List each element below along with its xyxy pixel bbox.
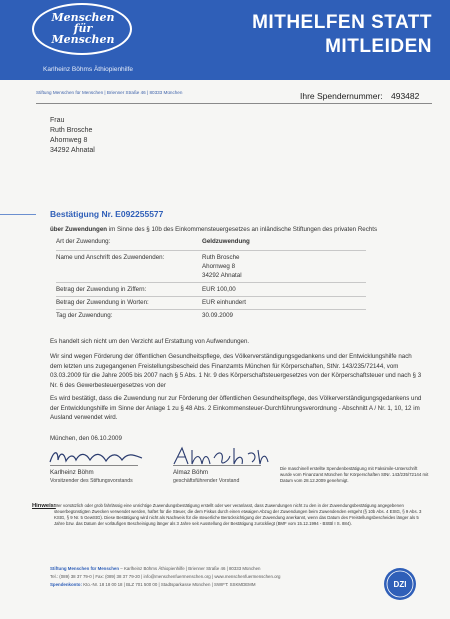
footer-account: Kto.-Nr. 18 18 00 18 | BLZ 701 500 00 | Stadtsparkasse München | SWIFT: SSKMDEMM — [83, 582, 256, 587]
org-tagline: Karlheinz Böhms Äthiopienhilfe — [43, 66, 133, 73]
spendernummer-label: Ihre Spendernummer: — [300, 91, 383, 101]
hinweis-text: Wer vorsätzlich oder grob fahrlässig eine unrichtige Zuwendungsbestätigung erstellt oder wer veranlasst, dass Zuwendungen nicht zu den in der Zuwendungsbestätigung angegebenen steuerbegünstigten Zwecken verwendet werden, haftet für die Steuer, die dem Fiskus durch einen etwaigen Abzug der Zuwendungen beim Zuwendenden entgeht (§ 10b Abs. 4 EStG, § 9 Abs. 3 KStG, § 9 Nr. 5 GewStG). Diese Bestätigung wird nicht als Nachweis für die steuerliche Berücksichtigung der Zuwendung anerkannt, wenn das Datum des Freistellungsbescheides länger als 5 Jahre bzw. das Datum der vorläufigen Bescheinigung länger als 3 Jahre seit Ausstellung der Bestätigung zurückliegt (BMF vom 15.12.1994 - BStBl I S. 884). — [54, 503, 422, 526]
field-value: 34292 Ahnatal — [202, 272, 242, 279]
subtitle-rest: im Sinne des § 10b des Einkommensteuergesetzes an inländische Stiftungen des privaten Rechts — [108, 226, 378, 233]
letterhead-banner — [0, 0, 450, 80]
signer-left-name: Karlheinz Böhm — [50, 469, 94, 476]
sender-line: Stiftung Menschen für Menschen | Brienner Straße 46 | 80333 München — [36, 90, 183, 95]
logo-line-1: Menschen — [51, 11, 115, 24]
footer-account-label: Spendenkonto: — [50, 582, 82, 587]
paragraph-verzicht: Es handelt sich nicht um den Verzicht auf Erstattung von Aufwendungen. — [50, 338, 250, 345]
confirmation-subtitle — [50, 226, 377, 233]
recipient-line: Ahornweg 8 — [50, 137, 88, 144]
field-label: Art der Zuwendung: — [56, 238, 111, 245]
footer-address: – Karlheinz Böhms Äthiopienhilfe | Brienner Straße 46 | 80333 München — [120, 566, 261, 571]
row-divider — [56, 296, 366, 297]
field-value: Ruth Brosche — [202, 254, 240, 261]
field-value: EUR einhundert — [202, 299, 247, 306]
dzi-seal-icon — [384, 568, 416, 600]
paragraph-freistellung: Wir sind wegen Förderung der öffentlichen Gesundheitspflege, des Völkerverständigungsgedankens und der Entwicklungshilfe nach dem letzten uns zugegangenen Freistellungsbescheid des Finanzamts München für Körperschaften, StNr. 143/235/72144, vom 03.03.2009 für die Jahre 2005 bis 2007 nach § 5 Abs. 1 Nr. 9 des Körperschaftsteuergesetzes von der Körperschaftsteuer und nach § 3 Nr. 6 des Gewerbesteuergesetzes von der — [50, 353, 422, 389]
recipient-line: Frau — [50, 117, 65, 124]
field-value: EUR 100,00 — [202, 286, 236, 293]
footer-line-3 — [50, 582, 390, 587]
logo-line-3: Menschen — [51, 33, 115, 46]
dzi-seal-graphic — [384, 568, 416, 600]
field-label: Name und Anschrift des Zuwendenden: — [56, 254, 165, 261]
row-divider — [56, 309, 366, 310]
confirmation-title: Bestätigung Nr. E092255577 — [50, 209, 164, 219]
spendernummer-value: 493482 — [391, 91, 420, 101]
signature-rule — [50, 465, 138, 466]
field-value: Geldzuwendung — [202, 238, 250, 245]
hinweis-label: Hinweis: — [32, 503, 56, 509]
signer-right-name: Almaz Böhm — [173, 469, 209, 476]
paragraph-verwendung: Es wird bestätigt, dass die Zuwendung nur zur Förderung der öffentlichen Gesundheitspflege, des Völkerverständigungsgedankens und der Entwicklungshilfe im Sinne der Anlage 1 zu § 48 Abs. 2 Einkommensteuer-Durchführungsverordnung - Abschnitt A / Nr. 1, 10, 12 im Ausland verwendet wird. — [50, 395, 422, 421]
signature-rule — [173, 465, 261, 466]
slogan-line-2: MITLEIDEN — [325, 36, 432, 57]
field-tag — [56, 312, 366, 323]
recipient-line: Ruth Brosche — [50, 127, 93, 134]
fold-mark — [0, 214, 36, 215]
logo-line-2: für — [73, 22, 93, 35]
footer-org: Stiftung Menschen für Menschen — [50, 566, 120, 571]
footer-line-1 — [50, 566, 390, 571]
row-divider — [56, 282, 366, 283]
footer-line-2: Tel.: (089) 38 37 79-0 | Fax: (089) 38 37 79-20 | info@menschenfuermenschen.org | www.menschenfuermenschen.org — [50, 574, 281, 579]
subtitle-bold: über Zuwendungen — [50, 226, 108, 233]
place-date: München, den 06.10.2009 — [50, 435, 122, 442]
recipient-line: 34292 Ahnatal — [50, 147, 95, 154]
field-art — [56, 238, 366, 249]
field-label: Betrag der Zuwendung in Ziffern: — [56, 286, 147, 293]
signer-left-role: Vorsitzender des Stiftungsvorstands — [50, 478, 133, 484]
row-divider — [56, 250, 366, 251]
signer-right-role: geschäftsführender Vorstand — [173, 478, 240, 484]
slogan-line-1: MITHELFEN STATT — [252, 12, 432, 33]
svg-text:DZI: DZI — [393, 580, 407, 589]
machine-approval-note: Die maschinell erstellte Spendenbestätigung mit Faksimile-Unterschrift wurde vom Finanzamt München für Körperschaften StNr. 143/235/72144 mit Datum vom 28.12.2009 genehmigt. — [280, 466, 429, 483]
divider — [36, 103, 432, 104]
field-value: 30.09.2009 — [202, 312, 233, 319]
field-label: Betrag der Zuwendung in Worten: — [56, 299, 149, 306]
field-value: Ahornweg 8 — [202, 263, 236, 270]
field-label: Tag der Zuwendung: — [56, 312, 113, 319]
